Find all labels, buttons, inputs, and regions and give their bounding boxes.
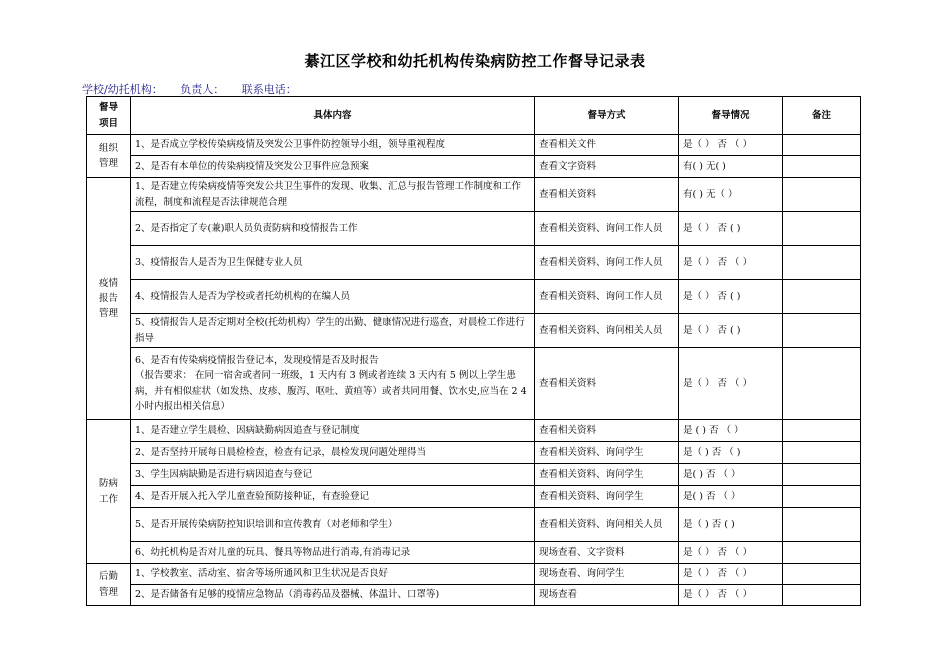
page-title: 綦江区学校和幼托机构传染病防控工作督导记录表 bbox=[304, 52, 646, 70]
category-prevent: 防病 工作 bbox=[87, 420, 131, 564]
row-note[interactable] bbox=[783, 178, 861, 212]
header-item: 督导 项目 bbox=[87, 97, 131, 135]
row-method: 查看相关资料 bbox=[535, 348, 679, 420]
row-note[interactable] bbox=[783, 212, 861, 246]
row-content: 5、是否开展传染病防控知识培训和宣传教育（对老师和学生） bbox=[131, 508, 535, 542]
row-method: 查看相关资料、询问相关人员 bbox=[535, 508, 679, 542]
table-row bbox=[87, 178, 861, 212]
row-method: 查看相关资料、询问工作人员 bbox=[535, 246, 679, 280]
table-row bbox=[87, 212, 861, 246]
row-content: 4、是否开展入托入学儿童查验预防接种证，有查验登记 bbox=[131, 486, 535, 508]
table-row bbox=[87, 135, 861, 156]
row-note[interactable] bbox=[783, 564, 861, 585]
row-status: 是（ ） 否 （ ） bbox=[679, 564, 783, 585]
row-method: 查看相关资料、询问工作人员 bbox=[535, 212, 679, 246]
row-note[interactable] bbox=[783, 442, 861, 464]
row-method: 现场查看 bbox=[535, 585, 679, 606]
category-org: 组织 管理 bbox=[87, 135, 131, 178]
row-note[interactable] bbox=[783, 280, 861, 314]
row-note[interactable] bbox=[783, 135, 861, 156]
row-content: 1、是否建立传染病疫情等突发公共卫生事件的发现、收集、汇总与报告管理工作制度和工作流程，制度和流程是否法律规范合理 bbox=[131, 178, 535, 212]
row-status: 是（ ） 否 （ ） bbox=[679, 135, 783, 156]
row-content: 5、疫情报告人是否定期对全校(托幼机构）学生的出勤、健康情况进行巡查，对晨检工作进行指导 bbox=[131, 314, 535, 348]
row-content: 4、疫情报告人是否为学校或者托幼机构的在编人员 bbox=[131, 280, 535, 314]
row-note[interactable] bbox=[783, 314, 861, 348]
header-content: 具体内容 bbox=[131, 97, 535, 135]
row-method: 查看相关资料 bbox=[535, 178, 679, 212]
table-row bbox=[87, 486, 861, 508]
row-note[interactable] bbox=[783, 486, 861, 508]
row-content: 1、是否成立学校传染病疫情及突发公卫事件防控领导小组，领导重视程度 bbox=[131, 135, 535, 156]
inspection-table bbox=[86, 96, 861, 606]
row-content: 3、疫情报告人是否为卫生保健专业人员 bbox=[131, 246, 535, 280]
person-label: 负责人： bbox=[180, 83, 225, 96]
category-report: 疫情 报告 管理 bbox=[87, 178, 131, 420]
row-status: 是( ) 否 （ ） bbox=[679, 486, 783, 508]
row-content: 6、幼托机构是否对儿童的玩具、餐具等物品进行消毒,有消毒记录 bbox=[131, 542, 535, 564]
row-method: 查看相关资料、询问学生 bbox=[535, 442, 679, 464]
org-label: 学校/幼托机构： bbox=[82, 83, 163, 96]
row-method: 查看相关资料、询问工作人员 bbox=[535, 280, 679, 314]
row-status: 是（ ） 否 （ ） bbox=[679, 542, 783, 564]
row-note[interactable] bbox=[783, 420, 861, 442]
table-row bbox=[87, 442, 861, 464]
table-row bbox=[87, 348, 861, 420]
row-method: 现场查看、询问学生 bbox=[535, 564, 679, 585]
row-method: 现场查看、文字资料 bbox=[535, 542, 679, 564]
phone-label: 联系电话： bbox=[241, 83, 297, 96]
row-status: 有( ) 无（ ） bbox=[679, 178, 783, 212]
table-header-row bbox=[87, 97, 861, 135]
row-content: 3、学生因病缺勤是否进行病因追查与登记 bbox=[131, 464, 535, 486]
table-row bbox=[87, 314, 861, 348]
row-content: 2、是否指定了专(兼)职人员负责防病和疫情报告工作 bbox=[131, 212, 535, 246]
row-status: 是（ ） 否 （ ） bbox=[679, 585, 783, 606]
table-row bbox=[87, 246, 861, 280]
header-status: 督导情况 bbox=[679, 97, 783, 135]
table-row bbox=[87, 420, 861, 442]
row-note[interactable] bbox=[783, 464, 861, 486]
row-status: 是（ ) 否 ( ) bbox=[679, 508, 783, 542]
header-note: 备注 bbox=[783, 97, 861, 135]
row-status: 是（ ） 否 ( ) bbox=[679, 280, 783, 314]
header-method: 督导方式 bbox=[535, 97, 679, 135]
table-row bbox=[87, 464, 861, 486]
table-row bbox=[87, 542, 861, 564]
row-method: 查看相关资料、询问相关人员 bbox=[535, 314, 679, 348]
row-status: 是（ ） 否 （ ） bbox=[679, 246, 783, 280]
row-content: 2、是否储备有足够的疫情应急物品（消毒药品及器械、体温计、口罩等) bbox=[131, 585, 535, 606]
table-row bbox=[87, 156, 861, 178]
row-method: 查看相关资料 bbox=[535, 420, 679, 442]
row-method: 查看相关文件 bbox=[535, 135, 679, 156]
row-status: 是（ ） 否 ( ) bbox=[679, 212, 783, 246]
row-content: 2、是否有本单位的传染病疫情及突发公卫事件应急预案 bbox=[131, 156, 535, 178]
row-status: 有( ) 无( ) bbox=[679, 156, 783, 178]
row-note[interactable] bbox=[783, 348, 861, 420]
table-row bbox=[87, 508, 861, 542]
row-status: 是（ ） 否 ( ) bbox=[679, 314, 783, 348]
row-status: 是( ) 否 （ ） bbox=[679, 464, 783, 486]
row-note[interactable] bbox=[783, 246, 861, 280]
row-status: 是（ ) 否 （ ) bbox=[679, 442, 783, 464]
row-method: 查看相关资料、询问学生 bbox=[535, 464, 679, 486]
table-row bbox=[87, 585, 861, 606]
row-content: 6、是否有传染病疫情报告登记本，发现疫情是否及时报告 （报告要求： 在同一宿舍或者同一班级，1 天内有 3 例或者连续 3 天内有 5 例以上学生患病，并有相似症状（如发热、皮疹、腹泻、呕吐、黄疸等）或者共同用餐、饮水史,应当在 2 4 小时内报出相关信息） bbox=[131, 348, 535, 420]
row-note[interactable] bbox=[783, 542, 861, 564]
row-content: 2、是否坚持开展每日晨检检查，检查有记录，晨检发现问题处理得当 bbox=[131, 442, 535, 464]
row-content: 1、学校教室、活动室、宿舍等场所通风和卫生状况是否良好 bbox=[131, 564, 535, 585]
row-note[interactable] bbox=[783, 585, 861, 606]
row-status: 是（ ） 否 （ ） bbox=[679, 348, 783, 420]
row-status: 是 ( ) 否 （ ） bbox=[679, 420, 783, 442]
row-method: 查看文字资料 bbox=[535, 156, 679, 178]
row-note[interactable] bbox=[783, 156, 861, 178]
row-content: 1、是否建立学生晨检、因病缺勤病因追查与登记制度 bbox=[131, 420, 535, 442]
table-row bbox=[87, 564, 861, 585]
row-method: 查看相关资料、询问学生 bbox=[535, 486, 679, 508]
row-note[interactable] bbox=[783, 508, 861, 542]
table-row bbox=[87, 280, 861, 314]
form-info-line bbox=[82, 81, 311, 97]
category-logistics: 后勤 管理 bbox=[87, 564, 131, 606]
